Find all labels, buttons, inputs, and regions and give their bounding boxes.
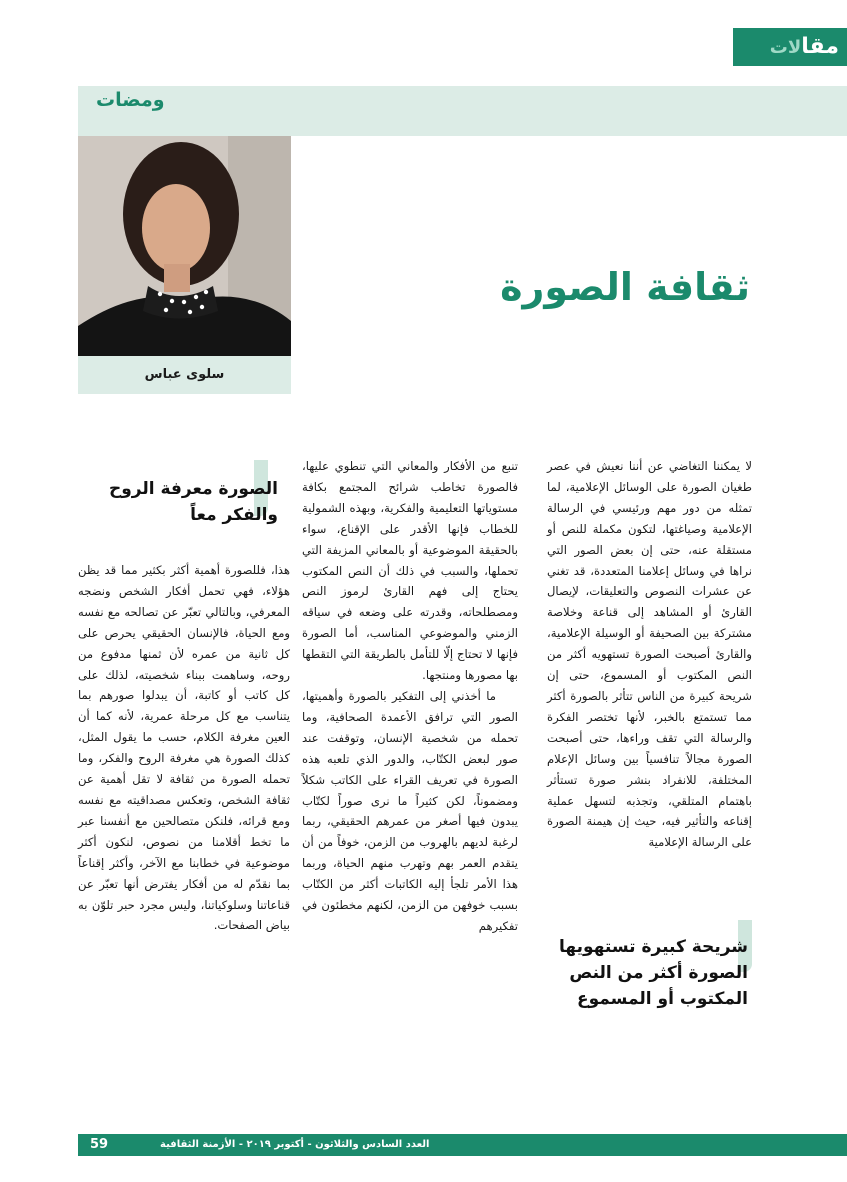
article-title: ثقافة الصورة	[500, 265, 750, 309]
section-label-main: مقا	[801, 34, 839, 59]
page-number: 59	[90, 1137, 109, 1152]
section-label	[770, 28, 839, 66]
author-name: سلوى عباس	[144, 367, 225, 382]
paragraph: لا يمكننا التغاضي عن أننا نعيش في عصر طغيان الصورة على الوسائل الإعلامية، لما تمثله من دور مهم ورئيسي في الرسالة الإعلامية وصياغتها، لتكون مكملة للنص أو مستقلة عنه، حتى إن بعض الصور التي نراها في وسائل إعلامنا المتعددة، قد تغني عن عشرات النصوص والتعليقات، لإيصال القارئ أو المشاهد إلى قناعة وخلاصة مشتركة بين الصحيفة أو الوسيلة الإعلامية، والقارئ أصبحت الصورة تستهويه أكثر من النص المكتوب أو المسموع، حتى إن شريحة كبيرة من الناس تتأثر بالصورة أكثر مما تستمتع بالخبر، لأنها تختصر الفكرة والرسالة التي تقف وراءها، حتى أصبحت الصورة مجالاً تنافسياً بين وسائل الإعلام المختلفة، للانفراد بنشر صورة تستأثر باهتمام المتلقي، وتجذبه لتسهل عملية إقناعه والتأثير فيه، حيث إن هيمنة الصورة على الرسالة الإعلامية	[547, 459, 752, 850]
article-column-right	[547, 456, 752, 853]
issue-info: العدد السادس والثلاثون - أكتوبر ٢٠١٩ - الأزمنة الثقافية	[160, 1139, 430, 1150]
author-photo	[78, 136, 291, 356]
paragraph: تنبع من الأفكار والمعاني التي تنطوي عليها، فالصورة تخاطب شرائح المجتمع بكافة مستوياتها التعليمية والفكرية، وبهذه الشمولية للخطاب فإنها الأقدر على الإقناع، سواء بالحقيقة الموضوعية أو بالمعاني المزيفة التي تحملها، والسبب في ذلك أن النص المكتوب يحتاج إلى فهم القارئ لرموز النص ومصطلحاته، وقدرته على وضعه في سياقه الزمني والموضوعي المناسب، أما الصورة فإنها لا تحتاج إلّا للتأمل بالطريقة التي التقطها بها مصورها ومنتجها.	[302, 459, 518, 683]
section-tab-background	[646, 28, 733, 66]
subhead-band	[78, 86, 847, 136]
pull-quote-right: شريحة كبيرة تستهويها الصورة أكثر من النص المكتوب أو المسموع	[559, 937, 748, 1009]
column-name: ومضات	[96, 89, 165, 111]
article-column-middle	[302, 456, 518, 937]
portrait-image	[78, 136, 291, 356]
pull-quote-left: الصورة معرفة الروح والفكر معاً	[108, 479, 278, 525]
paragraph: هذا، فللصورة أهمية أكثر بكثير مما قد يظن هؤلاء، فهي تحمل أفكار الشخص ونضجه المعرفي، وبالتالي تعبّر عن تصالحه مع نفسه ومع الحياة، فالإنسان الحقيقي يحرص على كل ثانية من عمره لأن ثمنها مدفوع من روحه، وساهمت ببناء شخصيته، لذلك على كل كاتب أو كاتبة، أن يبدلوا صورهم بما يتناسب مع كل مرحلة عمرية، لأنه كما أن العين مغرفة الكلام، حسب ما يقول المثل، كذلك الصورة هي مغرفة الروح والفكر، وما تحمله الصورة من ثقافة لا تقل أهمية عن ثقافة الشخص، وتعكس مصداقيته مع نفسه ومع قرائه، فلنكن متصالحين مع أنفسنا عبر ما تخط أقلامنا من نصوص، لنكون أكثر موضوعية في خطابنا مع الآخر، وأكثر إقناعاً بما نقدّم له من أفكار يفترض أنها تعبّر عن قناعاتنا وسلوكياتنا، وليس مجرد حبر تلوّن به بياض الصفحات.	[78, 563, 290, 933]
article-column-left	[78, 560, 290, 936]
section-label-faded: لات	[769, 37, 802, 58]
paragraph: ما أخذني إلى التفكير بالصورة وأهميتها، الصور التي ترافق الأعمدة الصحافية، وما تحمله من شخصية الإنسان، وتوقفت عند صور لبعض الكتّاب، والدور الذي تلعبه هذه الصورة في تعريف القراء على الكاتب شكلاً ومضموناً، لكن كثيراً ما نرى صوراً لكتّاب يبدون فيها أصغر من عمرهم الحقيقي، ربما لرغبة لديهم بالهروب من الزمن، خوفاً من أن يتقدم العمر بهم وتهرب منهم الحياة، وربما هذا الأمر تلجأ إليه الكاتبات أكثر من الكتّاب بسبب خوفهن من الزمن، لكنهم مخطئون في تفكيرهم	[302, 688, 518, 933]
